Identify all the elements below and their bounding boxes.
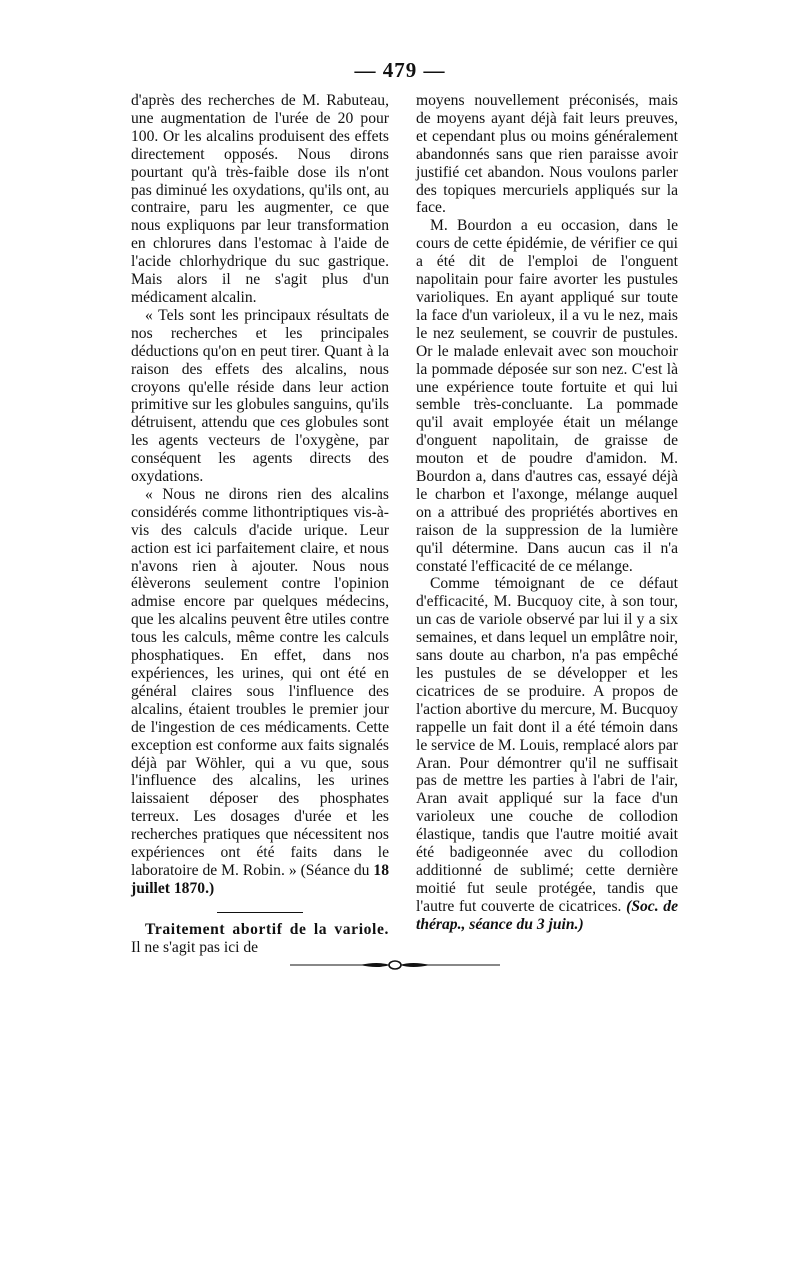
left-paragraph-1: d'après des recherches de M. Rabuteau, une augmentation de l'urée de 20 pour 100. Or les alcalins produisent des effets directement opposés. Nous dirons pourtant qu'à très-faible dose ils n'ont pas diminué les oxydations, qu'ils ont, au contraire, paru les augmenter, ce que nous expliquons par leur transformation en chlorures dans l'estomac à l'aide de l'acide chlorhydrique du suc gastrique. Mais alors il ne s'agit plus d'un médicament alcalin.	[131, 92, 389, 306]
right-paragraph-2: M. Bourdon a eu occasion, dans le cours de cette épidémie, de vérifier ce qui a été dit de l'emploi de l'onguent napolitain pour faire avorter les pustules varioliques. En ayant appliqué sur toute la face d'un varioleux, il a vu le nez, mais le nez seulement, se couvrir de pustules. Or le malade enlevait avec son mouchoir la pommade déposée sur son nez. C'est là une expérience toute fortuite et qui lui semble très-concluante. La pommade qu'il avait employée était un mélange d'onguent napolitain, de graisse de mouton et de poudre d'amidon. M. Bourdon a, dans d'autres cas, essayé déjà le charbon et l'axonge, mélange auquel on a attribué des propriétés abortives en raison de la suppression de la lumière qu'il détermine. Dans aucun cas il n'a constaté l'efficacité de ce mélange.	[416, 217, 678, 575]
left-paragraph-3-text: « Nous ne dirons rien des alcalins considérés comme lithontriptiques vis-à-vis des calculs d'acide urique. Leur action est ici parfaitement claire, et nous n'avons rien à ajouter. Nous nous élèverons seulement contre l'opinion admise encore par quelques médecins, que les alcalins peuvent être utiles contre tous les calculs, même contre les calculs phosphatiques. En effet, dans nos expériences, les urines, qui ont été en général claires sous l'influence des alcalins, étaient troubles le premier jour de l'ingestion de ces médicaments. Cette exception est conforme aux faits signalés déjà par Wöhler, qui a vu que, sous l'influence des alcalins, les urines laissaient déposer des phosphates terreux. Les dosages d'urée et les recherches pratiques que nécessitent nos expériences ont été faits dans le laboratoire de M. Robin. » (Séance du	[131, 485, 389, 879]
right-paragraph-3-text: Comme témoignant de ce défaut d'efficacité, M. Bucquoy cite, à son tour, un cas de variole observé par lui il y a six semaines, et dans lequel un emplâtre noir, sans doute au charbon, n'a pas empêché les pustules de se développer et les cicatrices de se produire. A propos de l'action abortive du mercure, M. Bucquoy rappelle un fait dont il a été témoin dans le service de M. Louis, remplacé alors par Aran. Pour démontrer qu'il ne suffisait pas de mettre les parties à l'abri de l'air, Aran avait appliqué sur la face d'un varioleux une couche de collodion élastique, tandis que l'autre moitié avait été badigeonnée avec du collodion additionné de sublimé; cette dernière moitié fut seule protégée, tandis que l'autre fut couverte de cicatrices.	[416, 575, 678, 915]
right-paragraph-3	[416, 575, 678, 933]
right-paragraph-1: moyens nouvellement préconisés, mais de moyens ayant déjà fait leurs preuves, et cependant plus ou moins généralement abandonnés sans que rien paraisse avoir justifié cet abandon. Nous voulons parler des topiques mercuriels appliqués sur la face.	[416, 92, 678, 217]
source-citation: (Soc. de thérap., séance du 3 juin.)	[416, 897, 678, 933]
session-date: 18 juillet 1870.)	[131, 861, 389, 897]
section-divider	[217, 912, 303, 913]
section-heading-tail: Il ne s'agit pas ici de	[131, 938, 259, 956]
page-number: — 479 —	[354, 58, 446, 82]
section-heading: Traitement abortif de la variole.	[145, 920, 389, 938]
left-paragraph-2: « Tels sont les principaux résultats de nos recherches et les principales déductions qu'on en peut tirer. Quant à la raison des effets des alcalins, nous croyons qu'elle réside dans leur action primitive sur les globules sanguins, qu'ils détruisent, attendu que ces globules sont les agents vecteurs de l'oxygène, par conséquent les agents directs des oxydations.	[131, 306, 389, 486]
left-paragraph-3	[131, 486, 389, 898]
ornamental-rule-icon	[290, 953, 500, 977]
right-column	[416, 92, 678, 934]
left-column	[131, 92, 389, 957]
section-heading-paragraph	[131, 921, 389, 957]
